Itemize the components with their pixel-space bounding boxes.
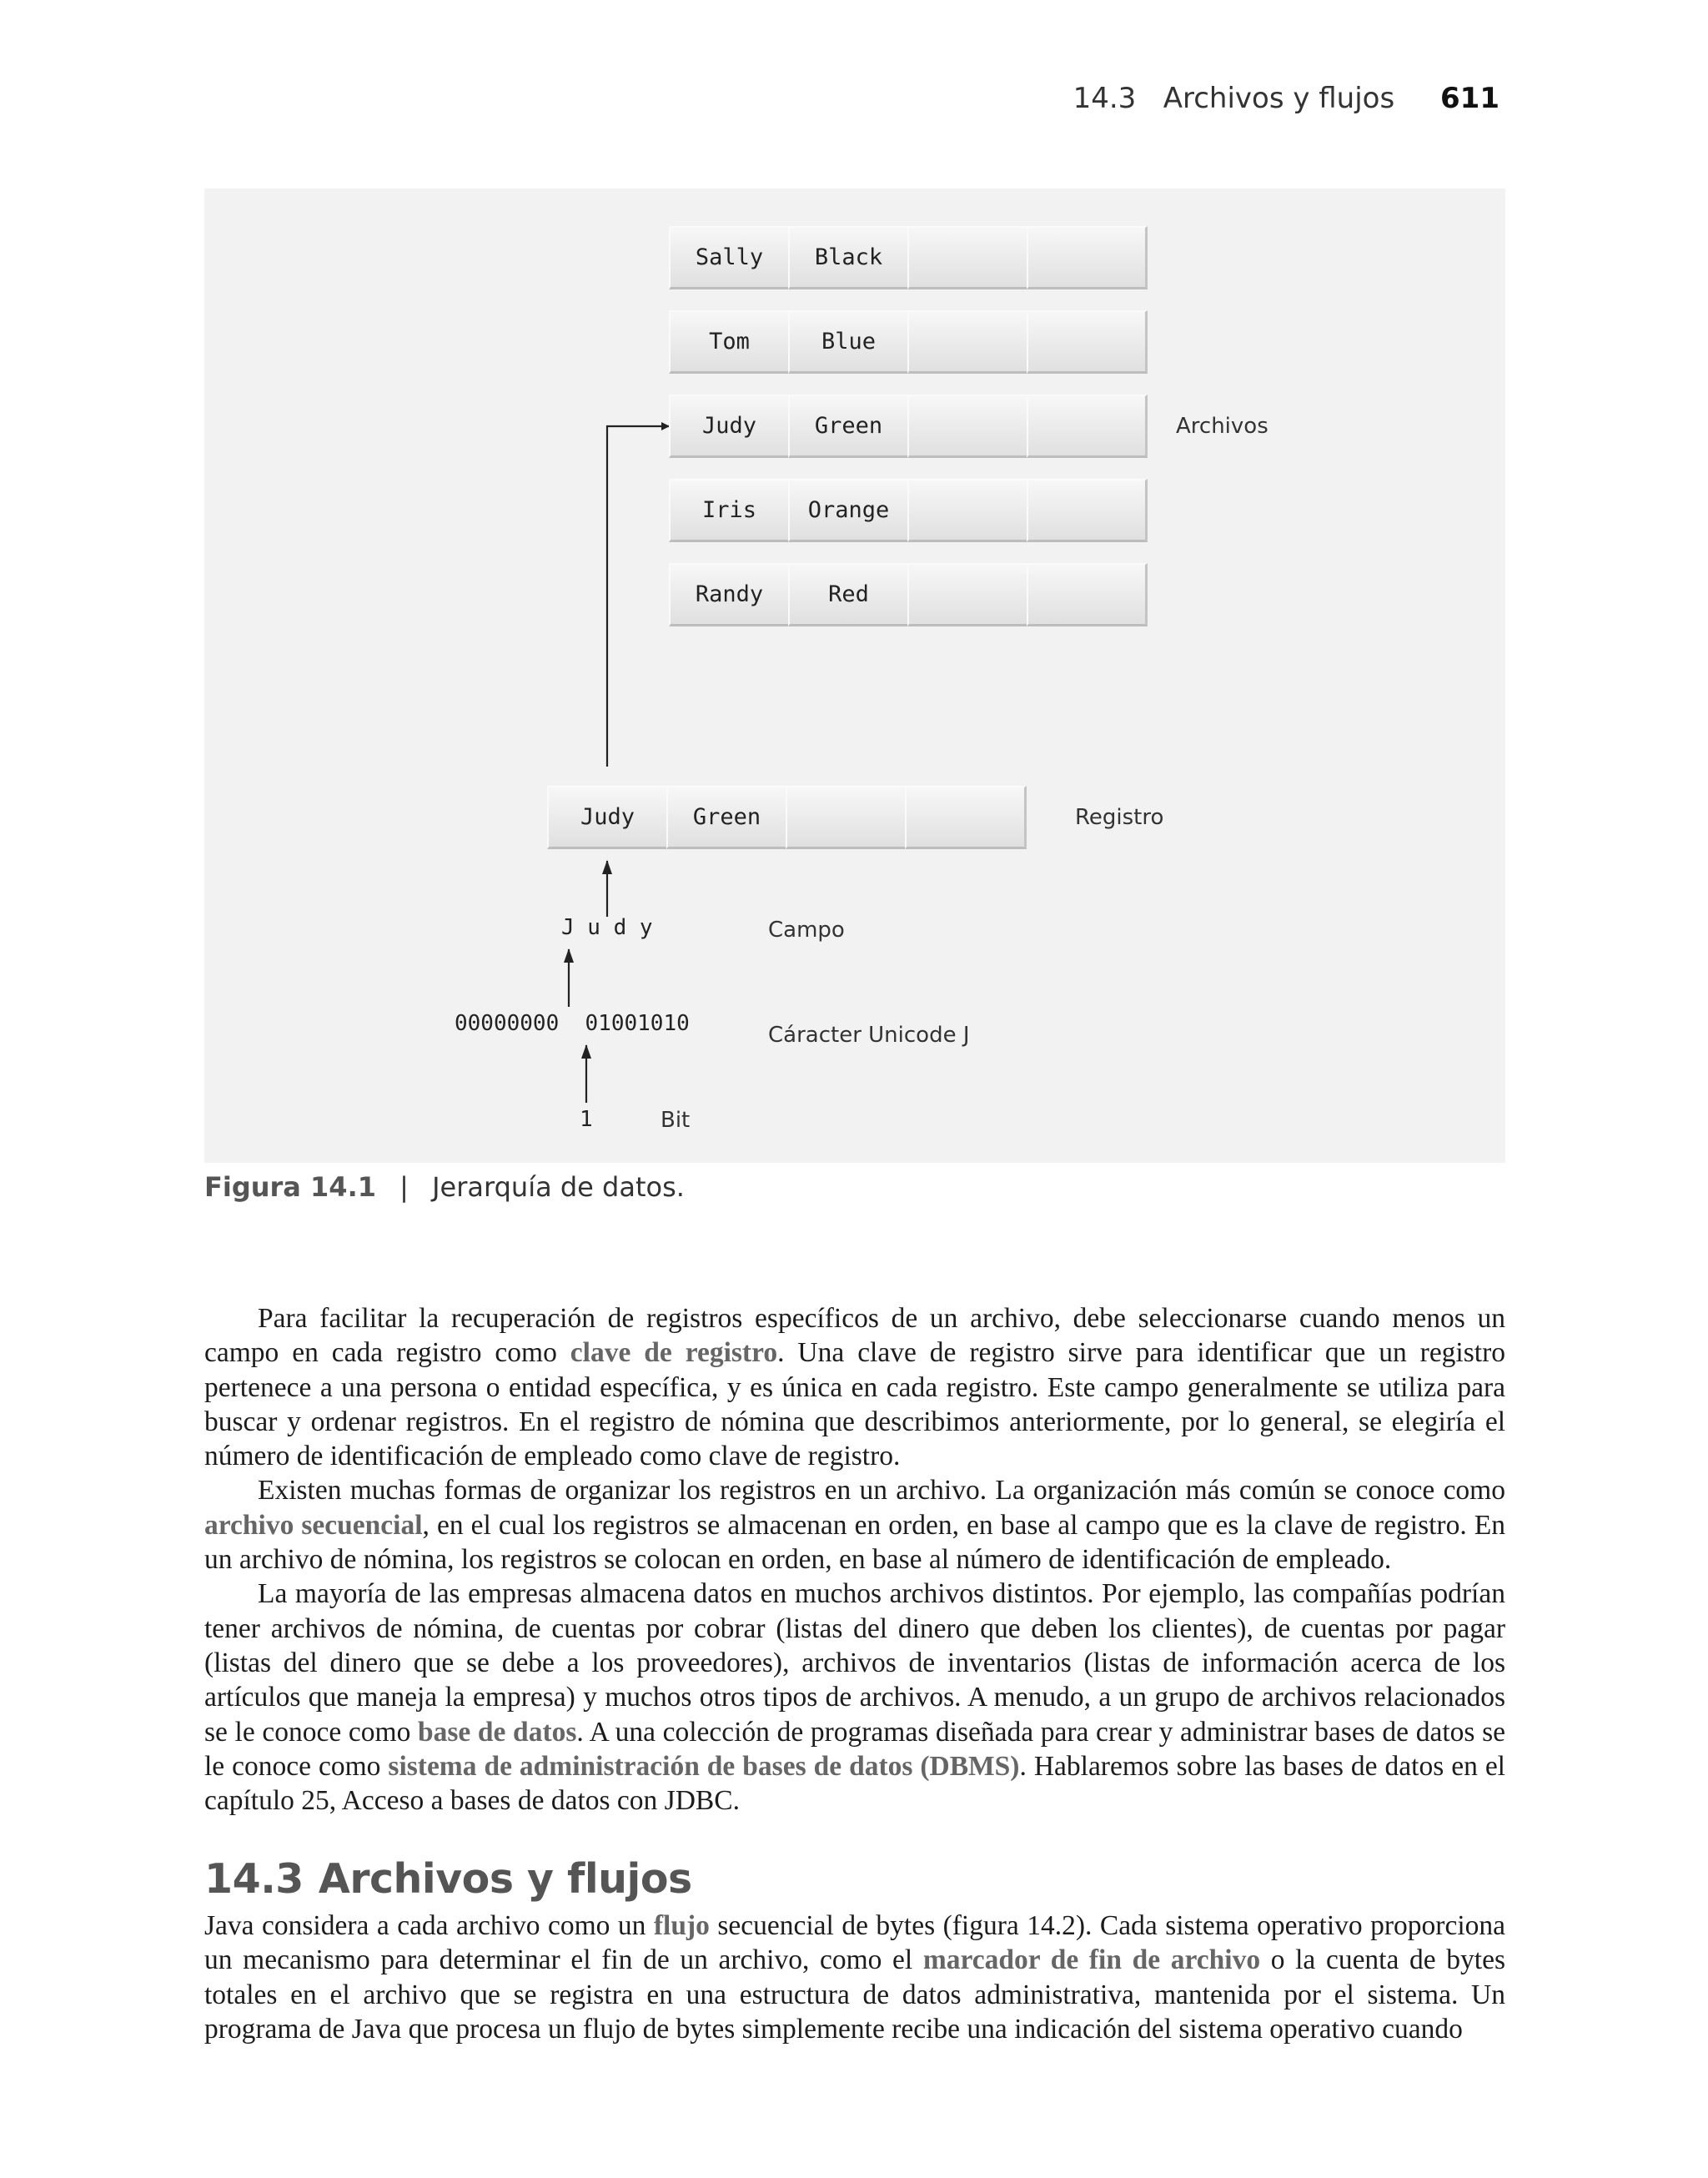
file-record-2-last: Blue	[788, 310, 910, 374]
keyword-dbms: sistema de administración de bases de datos (DBMS)	[388, 1750, 1020, 1782]
file-record-5-empty	[1027, 563, 1148, 626]
paragraph-record-key	[204, 1301, 1505, 1473]
file-record-5-empty	[907, 563, 1029, 626]
keyword-eof-marker: marcador de fin de archivo	[922, 1944, 1261, 1976]
paragraph-streams	[204, 1909, 1505, 2046]
running-head	[1073, 82, 1500, 115]
text-run: Para facilitar la recuperación de registros específicos de un archivo, debe seleccionarse cuando menos un campo en cada registro como	[204, 1303, 1505, 1369]
data-hierarchy-figure	[204, 189, 1505, 1163]
keyword-database: base de datos	[417, 1716, 577, 1748]
keyword-sequential-file: archivo secuencial	[204, 1509, 423, 1541]
figure-caption	[204, 1171, 685, 1203]
paragraph-sequential-file	[204, 1473, 1505, 1577]
file-record-1-empty	[1027, 226, 1148, 289]
record-empty-field	[905, 786, 1027, 849]
text-run: La mayoría de las empresas almacena datos en muchos archivos distintos. Por ejemplo, las compañías podrían tener archivos de nómina, de cuentas por cobrar (listas del dinero que deben los clientes), de cuentas por pagar (listas del dinero que se debe a los proveedores), archivos de inventarios (listas de información acerca de los artículos que maneja la empresa) y muchos otros tipos de archivos. A menudo, a un grupo de archivos relacionados se le conoce como	[204, 1578, 1505, 1748]
file-record-2-first: Tom	[669, 310, 791, 374]
file-record-1-empty	[907, 226, 1029, 289]
text-run: . Una clave de registro sirve para identificar que un registro pertenece a una persona o entidad específica, y es única en cada registro. Este campo generalmente se utiliza para buscar y ordenar registros. En el registro de nómina que describimos anteriormente, por lo general, se elegiría el número de identificación de empleado como clave de registro.	[204, 1337, 1505, 1472]
file-label: Archivos	[1176, 414, 1268, 439]
record-to-file-arrow	[607, 426, 669, 767]
text-run: Existen muchas formas de organizar los registros en un archivo. La organización más común se conoce como	[258, 1475, 1505, 1506]
file-record-3-last: Green	[788, 395, 910, 458]
file-record-1-first: Sally	[669, 226, 791, 289]
caption-separator: |	[399, 1171, 409, 1203]
keyword-record-key: clave de registro	[570, 1337, 778, 1369]
char-bits: 00000000 01001010	[455, 1011, 690, 1036]
file-record-3-first: Judy	[669, 395, 791, 458]
char-label: Cáracter Unicode J	[768, 1023, 970, 1048]
file-record-4-first: Iris	[669, 479, 791, 542]
field-value: J u d y	[561, 915, 653, 940]
record-last-field: Green	[666, 786, 788, 849]
file-record-4-empty	[907, 479, 1029, 542]
text-run: o la cuenta de bytes totales en el archivo que se registra en una estructura de datos administrativa, mantenida por el sistema. Un programa de Java que procesa un flujo de bytes simplemente recibe una indicación del sistema operativo cuando	[204, 1944, 1505, 2045]
running-head-section: 14.3	[1073, 82, 1137, 115]
bit-label: Bit	[661, 1108, 691, 1133]
text-run: . A una colección de programas diseñada para crear y administrar bases de datos se le conoce como	[204, 1716, 1505, 1782]
record-empty-field	[786, 786, 907, 849]
page-number: 611	[1440, 82, 1500, 115]
text-run: secuencial de bytes (figura 14.2). Cada sistema operativo proporciona un mecanismo para determinar el fin de un archivo, como el	[204, 1910, 1506, 1976]
text-run: . Hablaremos sobre las bases de datos en el capítulo 25, Acceso a bases de datos con JDBC.	[204, 1750, 1505, 1817]
bit-value: 1	[580, 1107, 593, 1132]
file-record-4-empty	[1027, 479, 1148, 542]
file-record-2-empty	[1027, 310, 1148, 374]
record-first-field: Judy	[547, 786, 669, 849]
file-record-4-last: Orange	[788, 479, 910, 542]
section-heading	[204, 1855, 692, 1903]
caption-text: Jerarquía de datos.	[432, 1171, 685, 1203]
file-record-3-empty	[1027, 395, 1148, 458]
section-body	[204, 1909, 1505, 2046]
file-record-1-last: Black	[788, 226, 910, 289]
section-number: 14.3	[204, 1855, 304, 1903]
field-label: Campo	[768, 918, 845, 943]
file-record-3-empty	[907, 395, 1029, 458]
section-title: Archivos y flujos	[318, 1855, 692, 1903]
keyword-stream: flujo	[653, 1910, 710, 1941]
file-record-2-empty	[907, 310, 1029, 374]
file-record-5-first: Randy	[669, 563, 791, 626]
running-head-title: Archivos y flujos	[1163, 82, 1395, 115]
text-run: Java considera a cada archivo como un	[204, 1910, 654, 1941]
text-run: , en el cual los registros se almacenan en orden, en base al campo que es la clave de registro. En un archivo de nómina, los registros se colocan en orden, en base al número de identificación de empleado.	[204, 1509, 1505, 1576]
body-paragraphs	[204, 1301, 1505, 1818]
file-record-5-last: Red	[788, 563, 910, 626]
caption-number: Figura 14.1	[204, 1171, 376, 1203]
paragraph-database	[204, 1577, 1505, 1818]
record-label: Registro	[1075, 805, 1164, 830]
